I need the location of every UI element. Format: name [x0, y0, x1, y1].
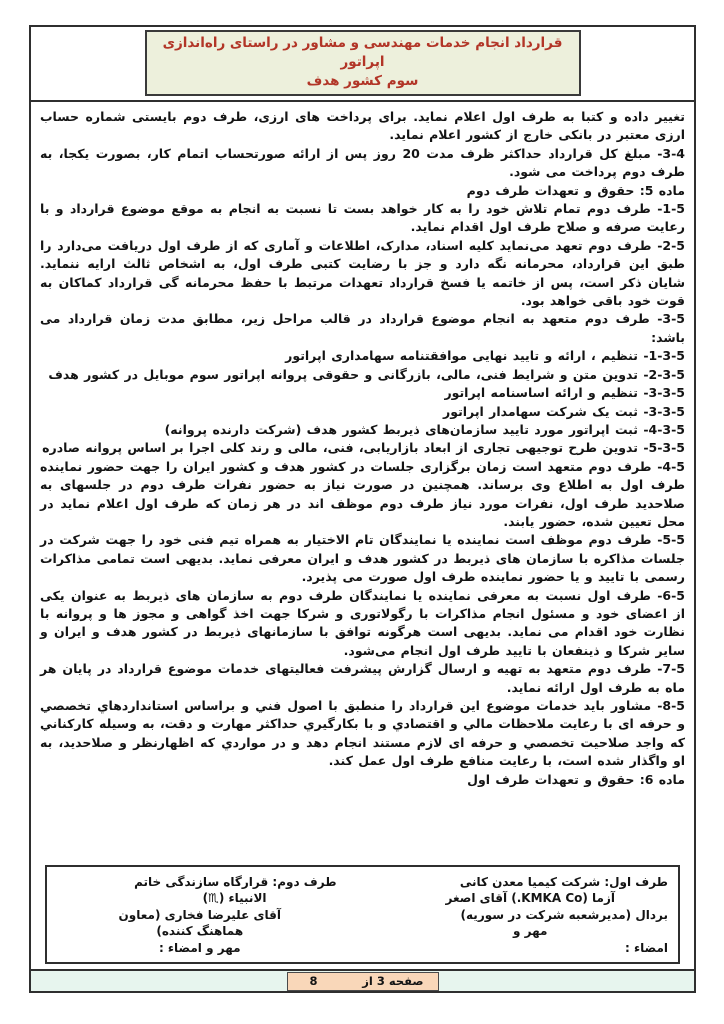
party2-line: طرف دوم: قرارگاه سازندگی خاتم	[134, 874, 337, 889]
contract-clause-5-3-4: ‪-4-3-5‬ ثبت اپراتور مورد تایید سازمان‌های ذیربط کشور هدف (شرکت دارنده پروانه)	[164, 421, 685, 437]
contract-clause-5-2: ‪-2-5‬ طرف دوم تعهد می‌نماید کلیه اسناد، مدارک، اطلاعات و آماری که از طرف اول دریافت می‌دارد را طبق این قرارداد، محرمانه نگه دارد و جز با رضایت کتبی طرف اول، به اشخاص ثالث ارایه ننماید. شایان ذکر است، پس از خاتمه یا فسخ قرارداد تعهدات مرتبط با حفظ محرمانه گی قرارداد کماکان به قوت خود باقی خواهد بود.	[40, 237, 685, 309]
party2-signature-block	[57, 874, 363, 957]
party2-line: الانبیاء (♏)	[202, 891, 267, 905]
contract-clause-5-3: ‪-3-5‬ طرف دوم متعهد به انجام موضوع قرارداد در قالب مراحل زیر، مطابق مدت زمان قرارداد می باشد:	[40, 311, 685, 345]
document-title-line-1: قرارداد انجام خدمات مهندسی و مشاور در راستای راه‌اندازی اپراتور	[162, 35, 563, 70]
contract-clause-5-3-2: ‪-2-3-5‬ تدوین متن و شرایط فنی، مالی، بازرگانی و حقوقی پروانه اپراتور سوم موبایل در کشور هدف	[48, 366, 685, 382]
contract-clause-5-3-3: ‪-3-3-5‬ تنظیم و ارائه اساسنامه اپراتور	[444, 385, 685, 401]
party1-line: آزما ‪(.KMKA Co)‬ آقای اصغر	[445, 891, 615, 905]
contract-body	[31, 102, 694, 863]
article-5-heading: ماده 5: حقوق و تعهدات طرف دوم	[466, 182, 685, 198]
party2-signature-label: مهر و امضاء :	[158, 940, 241, 955]
page-total: 8	[309, 974, 318, 988]
signature-box	[45, 865, 680, 965]
contract-clause-5-6: ‪-6-5‬ طرف اول نسبت به معرفی نماینده یا نمایندگان طرف دوم به سازمان های ذیربط به عنوان یکی از اعضای خود و مسئول انجام مذاکرات با رگولاتوری و شرکا جهت اخذ گواهی و مجوز ها و پروانه با نظارت خود اقدام می نماید. بدیهی است هرگونه توافق با سازمانهای ذیربط در کشور هدف و ایران و سایر شرکا و ذینفعان با تایید طرف اول انجام می‌شود.	[40, 587, 685, 658]
document-title-line-2: سوم کشور هدف	[306, 73, 419, 89]
page-number-box	[287, 972, 439, 991]
contract-clause-5-4: ‪-4-5‬ طرف دوم متعهد است زمان برگزاری جلسات در کشور هدف و کشور ایران را جهت حضور نماینده طرف اول به اطلاع وی برساند. همچنین در صورت نیاز به حضور نفرات طرف دوم در جلسهای به صلاحدید طرف اول، نفرات مورد نیاز طرف دوم موظف اند در هر زمان که طرف اول اعلام نماید در محل تعیین شده، حضور یابند.	[40, 458, 685, 529]
footer-band	[31, 969, 694, 991]
party1-line: بردال (مدیرشعبه شرکت در سوریه)	[460, 907, 668, 922]
article-6-heading: ماده 6: حقوق و تعهدات طرف اول	[467, 771, 685, 787]
page-number-label: صفحه 3 از	[362, 974, 424, 988]
page-frame	[29, 25, 696, 993]
party1-signature-label: امضاء :	[625, 940, 668, 955]
contract-clause-5-3-3b: ‪-3-3-5‬ ثبت یک شرکت سهامدار اپراتور	[443, 403, 685, 419]
party2-line: هماهنگ کننده)	[156, 924, 244, 938]
document-title-box	[145, 30, 581, 96]
party2-line: آقای علیرضا فخاری (معاون	[118, 907, 281, 922]
contract-clause-5-3-1: ‪-1-3-5‬ تنظیم ، ارائه و تایید نهایی موافقتنامه سهامداری اپراتور	[285, 348, 685, 364]
document-header	[31, 27, 694, 102]
contract-clause-5-7: ‪-7-5‬ طرف دوم متعهد به تهیه و ارسال گزارش پیشرفت فعالیتهای خدمات موضوع قرارداد در پایان هر ماه به طرف اول ارائه نماید.	[40, 661, 685, 695]
party1-signature-block	[363, 874, 669, 957]
contract-clause-4-3: ‪-3-4‬ مبلغ کل قرارداد حداکثر ظرف مدت 20 روز پس از ارائه صورتحساب اتمام کار، بصورت یکجا، به طرف دوم پرداخت می شود.	[40, 145, 685, 180]
contract-clause-5-8: ‪-8-5‬ مشاور باید خدمات موضوع این قرارداد را منطبق با اصول فني و براساس استانداردهاي تخصصي و حرفه ای با رعایت ملاحظات مالي و اقتصادي و با بکارگیري حداکثر مهارت و دقت، به وسیله کارکناني که واجد صلاحیت تخصصي و حرفه ای لازم مستند انجام دهد و در مواردي که اظهارنظر و صلاحدید، به او واگذار شده است، با رعایت منافع طرف اول عمل کند.	[40, 698, 685, 769]
contract-clause-5-3-5: ‪-5-3-5‬ تدوین طرح توجیهی تجاری از ابعاد بازاریابی، فنی، مالی و رند کلی اجرا بر اساس پروانه صادره	[42, 440, 685, 456]
contract-clause: تغییر داده و کتبا به طرف اول اعلام نماید. برای پرداخت های ارزی، طرف دوم بایستی شماره حساب ارزی معتبر در بانکی خارج از کشور اعلام نماید.	[40, 109, 685, 143]
contract-clause-5-5: ‪-5-5‬ طرف دوم موظف است نماینده یا نمایندگان تام الاختیار به همراه تیم فنی خود را جهت شرکت در جلسات مذاکره با سازمان های ذیربط در کشور هدف و ایران معرفی نماید. بدیهی است تمامی مذاکرات رسمی با تایید و یا حضور نماینده طرف اول صورت می پذیرد.	[40, 532, 685, 585]
party1-seal-label: مهر و	[513, 924, 548, 938]
contract-clause-5-1: ‪-1-5‬ طرف دوم تمام تلاش خود را به کار خواهد بست تا نسبت به انجام به موقع موضوع قرارداد و با رعایت صرفه و صلاح طرف اول اقدام نماید.	[40, 201, 685, 235]
party1-line: طرف اول: شرکت کیمیا معدن کانی	[459, 874, 668, 889]
